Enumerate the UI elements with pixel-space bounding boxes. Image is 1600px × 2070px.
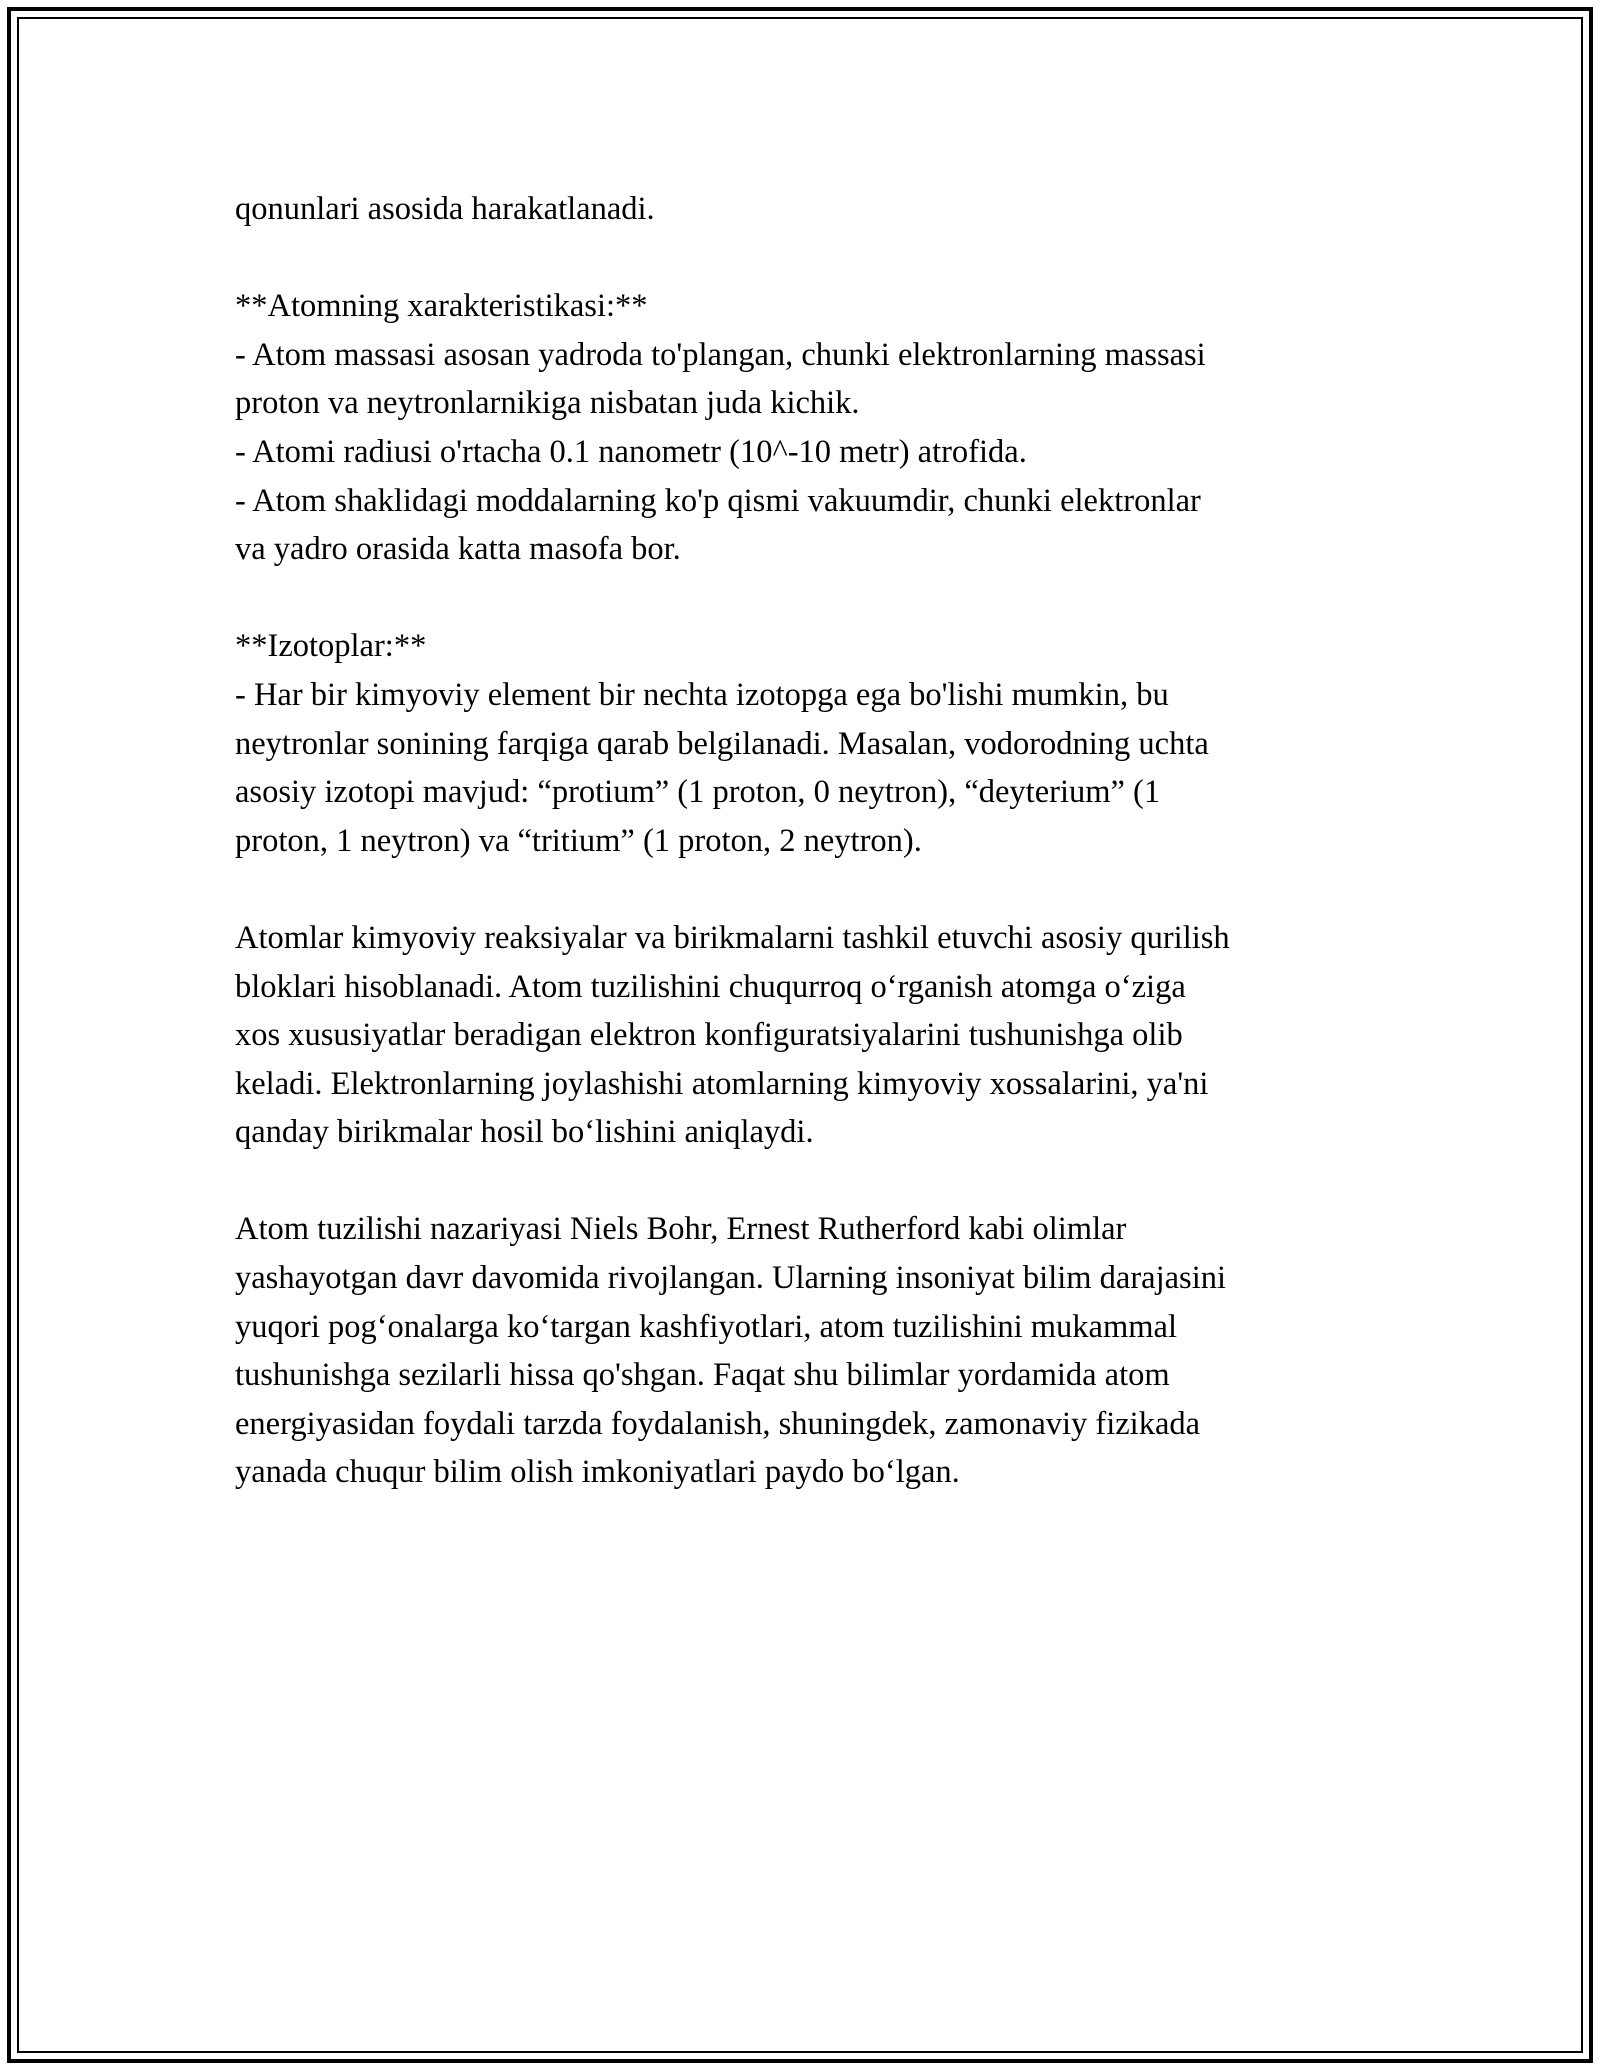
paragraph-gap xyxy=(235,234,1370,283)
text-line: qanday birikmalar hosil bo‘lishini aniqlaydi. xyxy=(235,1114,814,1151)
paragraph-atoms-chemistry xyxy=(235,914,1370,1157)
document-body xyxy=(235,185,1370,1497)
text-line: yuqori pog‘onalarga ko‘targan kashfiyotlari, atom tuzilishini mukammal xyxy=(235,1308,1177,1345)
text-line: proton va neytronlarnikiga nisbatan juda kichik. xyxy=(235,385,860,422)
section-heading: **Atomning xarakteristikasi:** xyxy=(235,288,648,325)
text-line: tushunishga sezilarli hissa qo'shgan. Faqat shu bilimlar yordamida atom xyxy=(235,1357,1170,1394)
text-line: keladi. Elektronlarning joylashishi atomlarning kimyoviy xossalarini, ya'ni xyxy=(235,1065,1209,1102)
intro-line: qonunlari asosida harakatlanadi. xyxy=(235,191,655,227)
text-line: bloklari hisoblanadi. Atom tuzilishini chuqurroq o‘rganish atomga o‘ziga xyxy=(235,968,1186,1005)
text-line: - Atom massasi asosan yadroda to'plangan, chunki elektronlarning massasi xyxy=(235,336,1206,373)
text-line: xos xususiyatlar beradigan elektron konfiguratsiyalarini tushunishga olib xyxy=(235,1017,1183,1054)
paragraph-atomic-theory xyxy=(235,1205,1370,1497)
section-heading: **Izotoplar:** xyxy=(235,628,427,665)
text-line: Atomlar kimyoviy reaksiyalar va birikmalarni tashkil etuvchi asosiy qurilish xyxy=(235,919,1230,956)
text-line: va yadro orasida katta masofa bor. xyxy=(235,531,681,568)
text-line: - Har bir kimyoviy element bir nechta izotopga ega bo'lishi mumkin, bu xyxy=(235,676,1169,713)
section-isotopes xyxy=(235,622,1370,865)
text-line: yanada chuqur bilim olish imkoniyatlari paydo bo‘lgan. xyxy=(235,1454,960,1491)
text-line: neytronlar sonining farqiga qarab belgilanadi. Masalan, vodorodning uchta xyxy=(235,725,1209,762)
text-line: asosiy izotopi mavjud: “protium” (1 proton, 0 neytron), “deyterium” (1 xyxy=(235,774,1161,811)
text-line: yashayotgan davr davomida rivojlangan. Ularning insoniyat bilim darajasini xyxy=(235,1260,1227,1297)
text-line: Atom tuzilishi nazariyasi Niels Bohr, Ernest Rutherford kabi olimlar xyxy=(235,1211,1127,1248)
text-line: energiyasidan foydali tarzda foydalanish, shuningdek, zamonaviy fizikada xyxy=(235,1405,1201,1442)
text-line: - Atomi radiusi o'rtacha 0.1 nanometr (10^-10 metr) atrofida. xyxy=(235,433,1027,470)
paragraph-gap xyxy=(235,574,1370,623)
paragraph-gap xyxy=(235,1157,1370,1206)
section-atom-characteristics xyxy=(235,282,1370,574)
text-line: - Atom shaklidagi moddalarning ko'p qismi vakuumdir, chunki elektronlar xyxy=(235,482,1201,519)
paragraph-gap xyxy=(235,865,1370,914)
text-line: proton, 1 neytron) va “tritium” (1 proton, 2 neytron). xyxy=(235,822,922,859)
